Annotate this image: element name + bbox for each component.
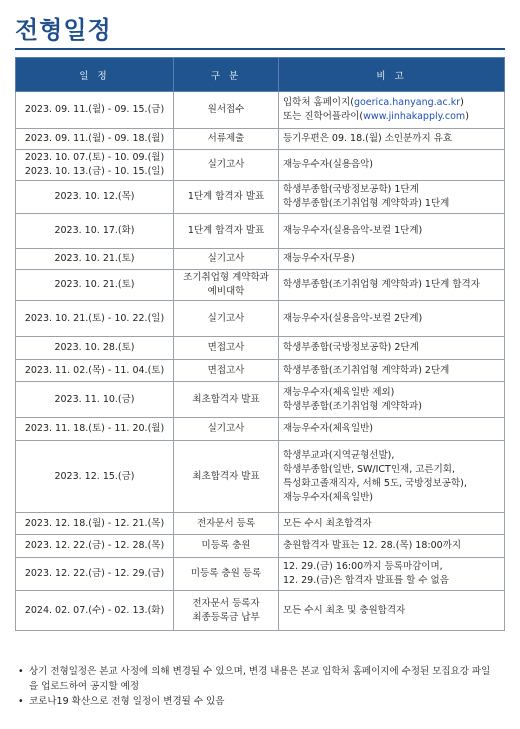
table-row [16,513,505,535]
table-row [16,249,505,270]
category-cell [174,249,279,270]
table-row [16,129,505,150]
date-cell [16,591,174,631]
footnote-item: • 상기 전형일정은 본교 사정에 의해 변경될 수 있으며, 변경 내용은 본교 입학처 홈페이지에 수정된 모집요강 파일을 업로드하여 공지할 예정 [18,664,498,694]
date-cell [16,337,174,360]
note-cell [279,249,505,270]
category-cell [174,214,279,249]
cell-line: 실기고사 [207,423,245,434]
cell-line: 조기취업형 계약학과 [183,272,269,283]
cell-line: 면접고사 [207,364,245,376]
cell-line: 학생부종합(국방정보공학) 2단계 [283,342,419,353]
category-cell [174,92,279,129]
note-cell [279,591,505,631]
cell-line: 최초합격자 발표 [192,470,260,482]
table-row [16,535,505,558]
cell-line: 학생부종합(조기취업형 계약학과) 1단계 [283,198,450,209]
cell-line: 재능우수자(실용음악) [283,159,374,170]
table-row [16,558,505,591]
cell-line: 충원합격자 발표는 12. 28.(목) 18:00까지 [283,540,462,551]
cell-line: 2023. 09. 11.(월) - 09. 15.(금) [24,104,165,115]
category-cell [174,535,279,558]
table-row [16,150,505,181]
cell-line: 학생부종합(국방정보공학) 1단계 [283,184,419,195]
category-cell [174,270,279,301]
date-cell [16,360,174,382]
title-divider [15,48,505,50]
date-cell [16,382,174,418]
date-cell [16,92,174,129]
table-row [16,441,505,513]
note-cell [279,214,505,249]
cell-line: 2023. 10. 21.(토) - 10. 22.(일) [24,312,165,324]
table-row [16,270,505,301]
cell-line: 서류제출 [207,133,245,144]
category-cell [174,301,279,337]
note-cell [279,270,505,301]
table-row [16,360,505,382]
note-cell [279,150,505,181]
note-cell [279,441,505,513]
category-cell [174,418,279,441]
category-cell [174,382,279,418]
table-row [16,591,505,631]
note-cell [279,181,505,214]
footnote-list [18,664,498,709]
category-cell [174,558,279,591]
cell-line: 2023. 09. 11.(월) - 09. 18.(월) [24,133,165,144]
footnote-item: • 코로나19 확산으로 전형 일정이 변경될 수 있음 [18,694,498,709]
category-cell [174,181,279,214]
date-cell [16,214,174,249]
cell-line: 재능우수자(체육일반 제외) [283,386,395,398]
category-cell [174,129,279,150]
date-cell [16,301,174,337]
header-category: 구 분 [174,58,279,92]
note-cell [279,129,505,150]
cell-line: 실기고사 [207,312,245,324]
website-link[interactable]: www.jinhakapply.com [363,111,466,122]
category-cell [174,441,279,513]
cell-line: 입학처 홈페이지(goerica.hanyang.ac.kr) [283,97,464,108]
cell-line: 2023. 11. 18.(토) - 11. 20.(월) [24,423,165,434]
cell-line: 2023. 12. 22.(금) - 12. 28.(목) [24,540,165,551]
table-row [16,214,505,249]
cell-line: 전자문서 등록자 [192,597,260,609]
note-cell [279,513,505,535]
cell-line: 실기고사 [207,253,245,264]
cell-line: 재능우수자(체육일반) [283,491,374,503]
cell-line: 등기우편은 09. 18.(월) 소인분까지 유효 [283,133,453,144]
table-row [16,418,505,441]
cell-line: 재능우수자(무용) [283,253,355,264]
cell-line: 면접고사 [207,342,245,353]
cell-line: 최종등록금 납부 [192,611,260,623]
date-cell [16,129,174,150]
table-row [16,337,505,360]
cell-line: 모든 수시 최초합격자 [283,517,372,529]
cell-line: 2023. 12. 18.(월) - 12. 21.(목) [24,517,165,529]
cell-line: 2023. 10. 07.(토) - 10. 09.(월) [24,152,165,163]
date-cell [16,249,174,270]
table-row [16,382,505,418]
date-cell [16,270,174,301]
cell-line: 재능우수자(실용음악-보컬 2단계) [283,312,423,324]
cell-line: 미등록 충원 등록 [190,568,262,579]
cell-line: 1단계 합격자 발표 [187,191,265,202]
cell-line: 특성화고졸재직자, 서해 5도, 국방정보공학), [283,477,467,489]
cell-line: 예비대학 [207,286,245,297]
note-cell [279,337,505,360]
cell-line: 미등록 충원 [201,540,251,551]
cell-line: 12. 29.(금)은 합격자 발표를 할 수 없음 [283,575,449,586]
cell-line: 실기고사 [207,159,245,170]
website-link[interactable]: goerica.hanyang.ac.kr [353,97,461,108]
header-note: 비 고 [279,58,505,92]
category-cell [174,513,279,535]
cell-line: 학생부종합(조기취업형 계약학과) [283,400,422,412]
note-cell [279,558,505,591]
cell-line: 2024. 02. 07.(수) - 02. 13.(화) [24,604,165,616]
cell-line: 전자문서 등록 [196,517,256,529]
cell-line: 2023. 10. 12.(목) [54,191,135,202]
note-cell [279,360,505,382]
cell-line: 학생부교과(지역균형선발), [283,449,395,461]
table-row [16,181,505,214]
date-cell [16,513,174,535]
cell-line: 2023. 12. 22.(금) - 12. 29.(금) [24,568,165,579]
cell-line: 재능우수자(체육일반) [283,423,374,434]
table-row [16,92,505,129]
schedule-table [15,57,505,631]
cell-line: 2023. 12. 15.(금) [54,470,135,482]
cell-line: 2023. 10. 28.(토) [54,342,135,353]
cell-line: 최초합격자 발표 [192,393,260,405]
cell-line: 2023. 10. 13.(금) - 10. 15.(일) [24,166,165,177]
category-cell [174,337,279,360]
cell-line: 원서접수 [207,104,245,115]
cell-line: 1단계 합격자 발표 [187,225,265,236]
note-cell [279,92,505,129]
cell-line: 2023. 10. 21.(토) [54,279,135,290]
cell-line: 학생부종합(조기취업형 계약학과) 2단계 [283,364,450,376]
date-cell [16,418,174,441]
date-cell [16,181,174,214]
category-cell [174,591,279,631]
cell-line: 모든 수시 최초 및 충원합격자 [283,604,406,616]
category-cell [174,360,279,382]
note-cell [279,418,505,441]
date-cell [16,150,174,181]
date-cell [16,535,174,558]
cell-line: 학생부종합(일반, SW/ICT인재, 고른기회, [283,463,455,475]
cell-line: 학생부종합(조기취업형 계약학과) 1단계 합격자 [283,279,480,290]
note-cell [279,301,505,337]
cell-line: 2023. 11. 02.(목) - 11. 04.(토) [24,364,165,376]
note-cell [279,535,505,558]
cell-line: 또는 진학어플라이(www.jinhakapply.com) [283,111,469,122]
category-cell [174,150,279,181]
table-header-row [16,58,505,92]
cell-line: 2023. 10. 17.(화) [54,225,135,236]
note-cell [279,382,505,418]
page-title: 전형일정 [15,16,112,44]
date-cell [16,441,174,513]
date-cell [16,558,174,591]
cell-line: 재능우수자(실용음악-보컬 1단계) [283,225,423,236]
header-date: 일 정 [16,58,174,92]
cell-line: 12. 29.(금) 16:00까지 등록마감이며, [283,561,443,572]
cell-line: 2023. 11. 10.(금) [54,393,135,405]
cell-line: 2023. 10. 21.(토) [54,253,135,264]
table-row [16,301,505,337]
